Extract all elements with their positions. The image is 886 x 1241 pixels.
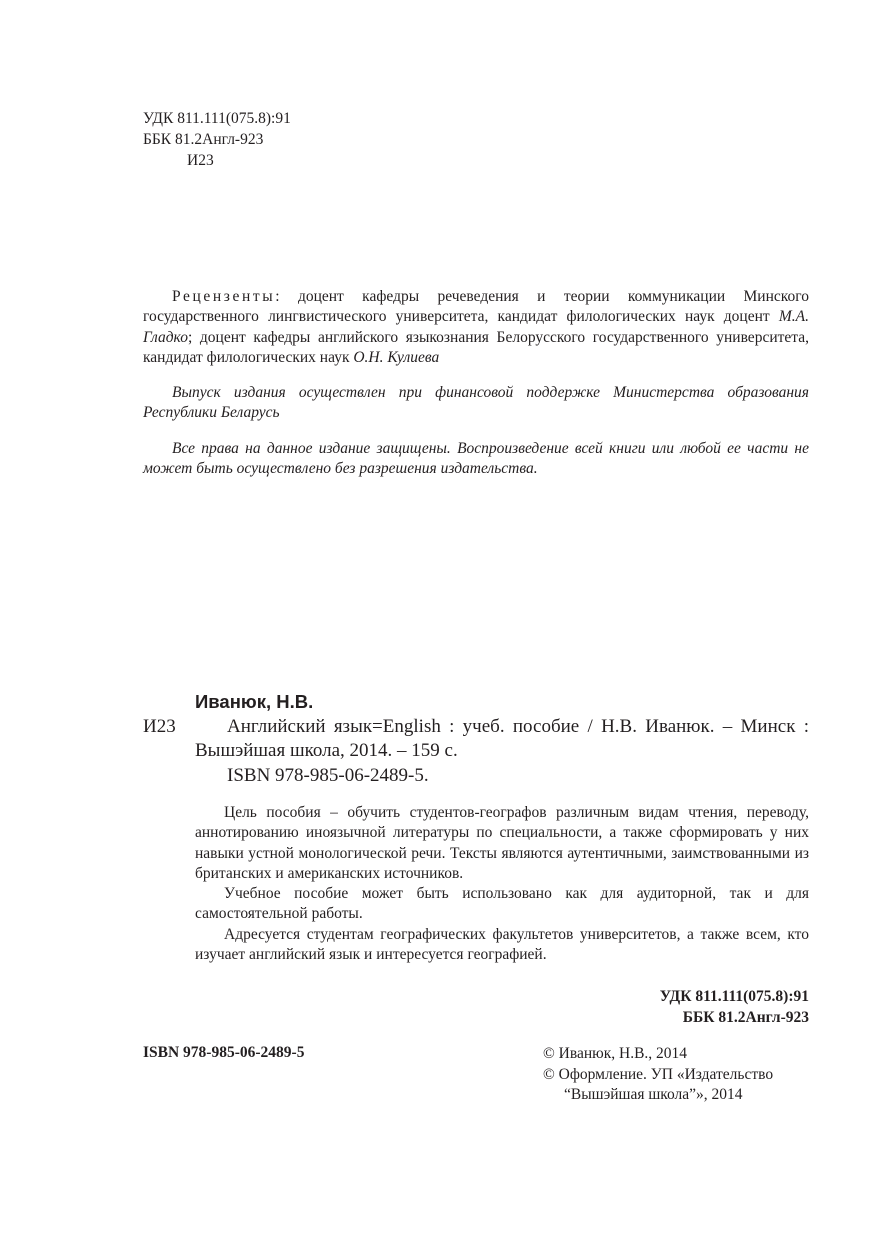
classification-block — [143, 108, 291, 171]
footer-bbk: ББК 81.2Англ-923 — [682, 1008, 809, 1026]
rights-note: Все права на данное издание защищены. Воспроизведение всей книги или любой ее части не может быть осуществлено без разрешения издательства. — [143, 439, 809, 478]
copyright-author: © Иванюк, Н.В., 2014 — [543, 1045, 688, 1062]
annotation-p1: Цель пособия – обучить студентов-географов различным видам чтения, переводу, аннотированию иноязычной литературы по специальности, а также сформировать у них навыки устной монологической речи. Тексты являются аутентичными, заимствованными из британских и американских источников. — [195, 804, 809, 882]
reviewer-name-1: М.А. Гладко — [143, 308, 809, 346]
card-title: Английский язык=English : учеб. пособие / Н.В. Иванюк. – Минск : Вышэйшая школа, 2014. – 159 с. — [195, 715, 809, 761]
copyright-publisher: “Вышэйшая школа”», 2014 — [564, 1086, 743, 1103]
reviewers-text-2: ; доцент кафедры английского языкознания Белорусского государственного университета, кандидат филологических наук — [143, 328, 809, 366]
footer-codes — [660, 987, 809, 1028]
reviewers-text-1: : доцент кафедры речеведения и теории коммуникации Минского государственного лингвистического университета, кандидат филологических наук доцент — [143, 288, 809, 326]
annotation-p2: Учебное пособие может быть использовано как для аудиторной, так и для самостоятельной работы. — [195, 885, 809, 923]
bbk-code: ББК 81.2Англ-923 — [143, 131, 264, 148]
funding-note: Выпуск издания осуществлен при финансовой поддержке Министерства образования Республики Беларусь — [143, 384, 809, 422]
card-title-row — [143, 715, 809, 764]
reviewers-paragraph — [143, 287, 809, 368]
udk-code: УДК 811.111(075.8):91 — [143, 110, 291, 127]
author-sign: И23 — [187, 152, 214, 169]
catalog-card — [143, 690, 809, 788]
card-isbn: ISBN 978-985-06-2489-5. — [227, 764, 429, 786]
notes-block — [143, 287, 809, 479]
annotation-block — [195, 803, 809, 965]
copyright-design: © Оформление. УП «Издательство — [543, 1065, 774, 1083]
footer-isbn: ISBN 978-985-06-2489-5 — [143, 1044, 305, 1061]
card-author: Иванюк, Н.В. — [195, 691, 314, 712]
annotation-p3: Адресуется студентам географических факультетов университетов, а также всем, кто изучает английский язык и интересуется географией. — [195, 925, 809, 964]
reviewers-label: Рецензенты — [172, 288, 276, 305]
card-code: И23 — [143, 715, 176, 737]
footer-udk: УДК 811.111(075.8):91 — [659, 988, 809, 1005]
reviewer-name-2: О.Н. Кулиева — [353, 348, 440, 366]
copyright-block — [543, 1044, 773, 1106]
